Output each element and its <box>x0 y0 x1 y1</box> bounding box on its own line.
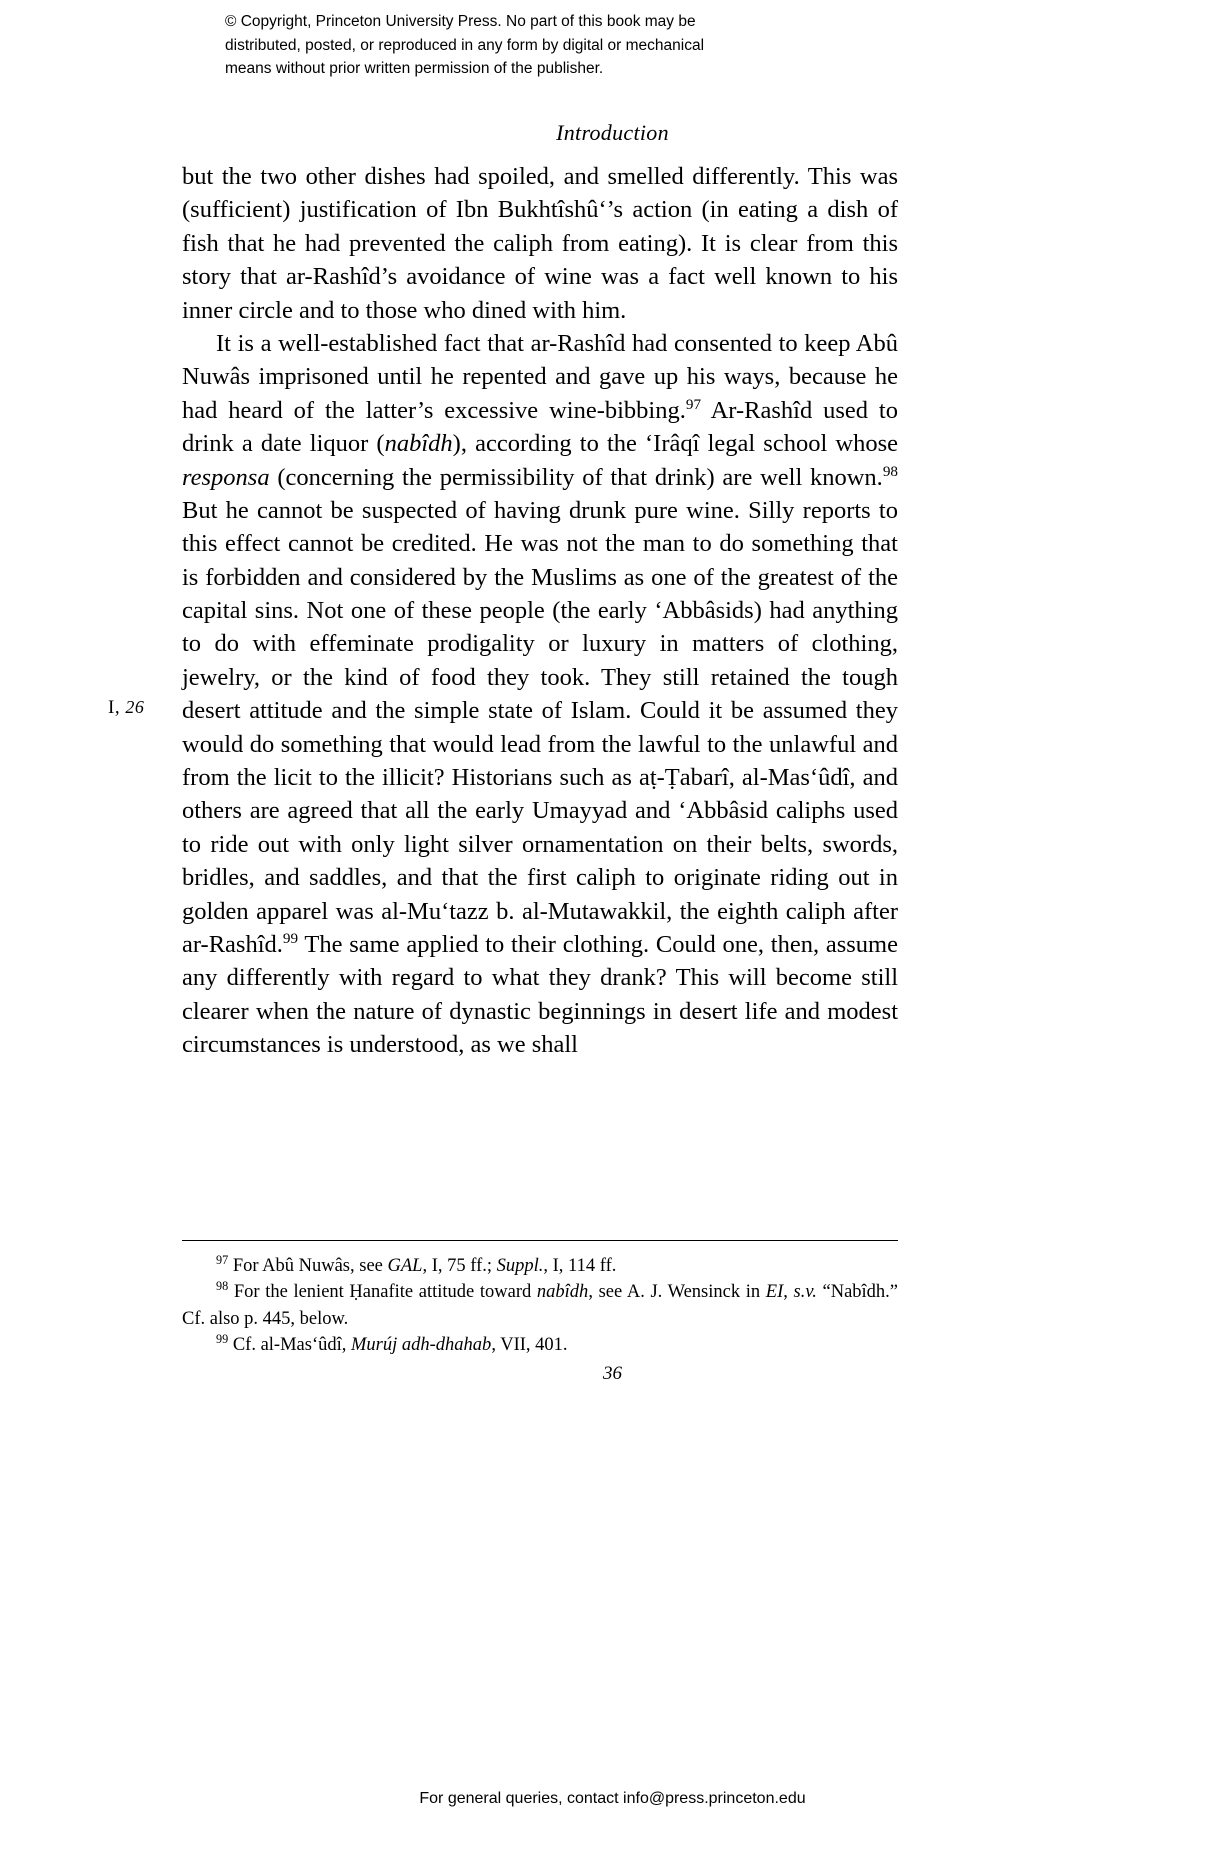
footnote-98-part-5: s.v. <box>793 1282 817 1303</box>
footnote-99-part-1: Murúj adh-dhahab <box>351 1334 492 1355</box>
footnote-97-part-3: Suppl. <box>496 1256 544 1276</box>
footnote-98-part-0: For the lenient Ḥanafite attitude toward <box>228 1282 537 1303</box>
paragraph-2 <box>182 327 898 1062</box>
footnote-98-part-1: nabîdh <box>536 1282 589 1303</box>
paragraph-1 <box>182 160 898 327</box>
footnote-97-part-1: GAL <box>387 1256 423 1276</box>
term-nabidh: nabîdh <box>384 430 453 458</box>
footnote-number-97: 97 <box>216 1252 229 1267</box>
footnote-97-part-0: For Abû Nuwâs, see <box>228 1256 388 1276</box>
copyright-line-1: © Copyright, Princeton University Press. No part of this book may be <box>225 13 696 30</box>
paragraph-2-text-c: ), according to the ʻIrâqî legal school whose <box>452 430 898 458</box>
paragraph-2-text-d: (concerning the permissibility of that drink) are well known. <box>269 463 883 491</box>
term-responsa: responsa <box>182 463 270 491</box>
body-text <box>182 160 898 1062</box>
footnote-97-part-4: , I, 114 ff. <box>543 1256 617 1276</box>
copyright-line-3: means without prior written permission of the publisher. <box>225 60 604 78</box>
footnote-98-part-6: “Nabîdh.” Cf. also p. 445, below. <box>182 1282 899 1329</box>
footnote-98-part-4: , <box>783 1282 794 1303</box>
paragraph-2-text-f: The same applied to their clothing. Could one, then, assume any differently with regard to what they drank? This will become still clearer when the nature of dynastic beginnings in desert life and modest circumstances is understood, as we shall <box>182 930 898 1059</box>
footnote-97-part-2: , I, 75 ff.; <box>422 1256 497 1276</box>
paragraph-2-text-a: It is a well-established fact that ar-Rashîd had consented to keep Abû Nuwâs imprisoned until he repented and gave up his ways, because he had heard of the latter’s excessive wine-bibbing. <box>182 329 898 424</box>
footnote-number-99: 99 <box>216 1331 229 1346</box>
footnote-number-98: 98 <box>216 1279 229 1294</box>
footnote-marker-99: 99 <box>282 929 299 947</box>
general-queries-line: For general queries, contact info@press.princeton.edu <box>419 1790 806 1807</box>
copyright-line-2: distributed, posted, or reproduced in any form by digital or mechanical <box>225 36 705 54</box>
footnote-99-part-0: Cf. al-Masʻûdî, <box>228 1334 352 1355</box>
footnote-98-part-3: EI <box>765 1282 784 1303</box>
margin-page: 26 <box>125 697 145 717</box>
footnote-97 <box>182 1253 898 1279</box>
footnote-98-part-2: , see A. J. Wensinck in <box>588 1282 766 1303</box>
footnote-99 <box>182 1332 898 1358</box>
footnote-marker-97: 97 <box>685 395 702 413</box>
footnotes-section <box>182 1253 898 1358</box>
margin-volume: I, <box>108 697 126 718</box>
footnote-98 <box>182 1279 898 1332</box>
running-head: Introduction <box>556 120 669 145</box>
paragraph-1-text: but the two other dishes had spoiled, and smelled differently. This was (sufficient) justification of Ibn Bukhtîshûʻ’s action (in eating a dish of fish that he had prevented the caliph from eating). It is clear from this story that ar-Rashîd’s avoidance of wine was a fact well known to his inner circle and to those who dined with him. <box>182 163 898 324</box>
paragraph-2-text-b: Ar-Rashîd used to drink a date liquor ( <box>182 396 898 458</box>
paragraph-2-text-e: But he cannot be suspected of having drunk pure wine. Silly reports to this effect cannot be credited. He was not the man to do something that is forbidden and considered by the Muslims as one of the greatest of the capital sins. Not one of these people (the early ʻAbbâsids) had anything to do with effeminate prodigality or luxury in matters of clothing, jewelry, or the kind of food they took. They still retained the tough desert attitude and the simple state of Islam. Could it be assumed they would do something that would lead from the lawful to the unlawful and from the licit to the illicit? Historians such as aṭ-Ṭabarî, al-Masʻûdî, and others are agreed that all the early Umayyad and ʻAbbâsid caliphs used to ride out with only light silver ornamentation on their belts, swords, bridles, and saddles, and that the first caliph to originate riding out in golden apparel was al-Muʻtazz b. al-Mutawakkil, the eighth caliph after ar-Rashîd. <box>182 496 898 958</box>
copyright-notice <box>225 10 825 81</box>
page-number: 36 <box>603 1363 622 1384</box>
footnote-divider <box>182 1240 898 1241</box>
margin-folio-reference <box>108 697 144 719</box>
footnote-99-part-2: , VII, 401. <box>491 1334 568 1355</box>
footnote-marker-98: 98 <box>882 462 898 480</box>
